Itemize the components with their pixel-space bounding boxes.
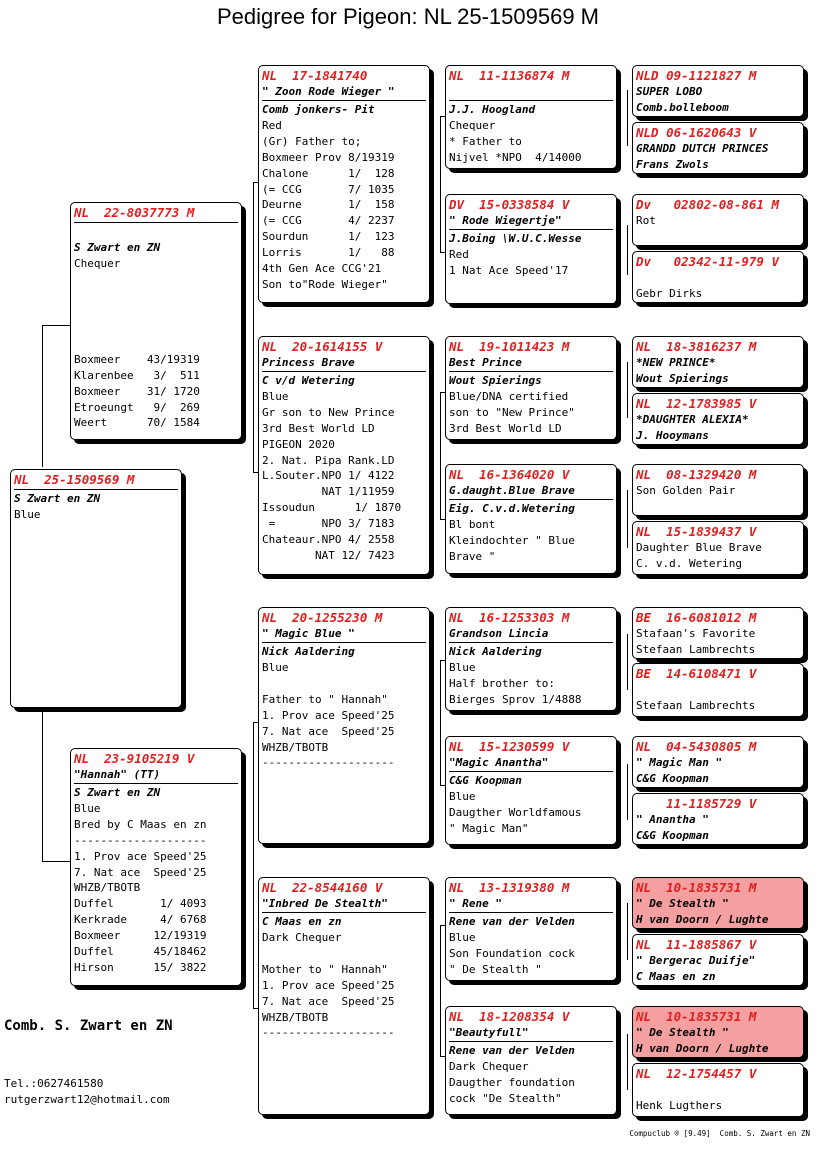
ggg-parent-card[interactable] (632, 1006, 804, 1058)
spacer (636, 1082, 800, 1098)
connector (42, 325, 43, 467)
pigeon-info: 7. Nat ace Speed'25 (74, 865, 207, 879)
pigeon-info: GRANDD DUTCH PRINCES (636, 142, 769, 155)
ggg-parent-card[interactable] (632, 464, 804, 516)
pigeon-info: Chateaur.NPO 4/ 2558 (262, 533, 395, 547)
pigeon-info: Blue (262, 660, 289, 674)
pigeon-info: Rot (636, 214, 656, 227)
connector (627, 1034, 628, 1090)
pigeon-info: Bl bont (449, 517, 496, 531)
pigeon-info: Blue (262, 389, 289, 403)
pigeon-info: Brave " (449, 549, 496, 563)
spacer (74, 288, 238, 304)
ggg-parent-card[interactable] (632, 521, 804, 575)
ggg-parent-card[interactable] (632, 336, 804, 388)
great-grandparent-card[interactable] (445, 1006, 617, 1115)
pigeon-info: Duffel 45/18462 (74, 945, 207, 959)
great-grandparent-card[interactable] (445, 194, 617, 304)
connector (440, 925, 441, 1056)
pigeon-info: Blue/DNA certified (449, 389, 569, 403)
pigeon-info: Deurne 1/ 158 (262, 198, 395, 212)
pigeon-info: Stefaan Lambrechts (636, 642, 756, 656)
connector (440, 660, 441, 785)
pigeon-info: Bierges Sprov 1/4888 (449, 692, 582, 706)
ggg-parent-card[interactable] (632, 736, 804, 788)
ring-number: NL 16-1364020 V (449, 467, 570, 482)
pigeon-info: Chalone 1/ 128 (262, 166, 395, 180)
pigeon-info: PIGEON 2020 (262, 437, 335, 451)
ring-number: NL 11-1136874 M (449, 68, 570, 83)
pigeon-info: WHZB/TBOTB (74, 881, 141, 895)
spacer (636, 270, 800, 286)
pigeon-info: WHZB/TBOTB (262, 740, 329, 754)
pigeon-info: Wout Spierings (636, 371, 729, 385)
pigeon-info: -------------------- (74, 833, 207, 847)
breeder-name: S Zwart en ZN (14, 492, 101, 505)
spacer (636, 682, 800, 698)
ring-number: NL 25-1509569 M (14, 472, 178, 490)
breeder-name: S Zwart en ZN (74, 786, 161, 799)
pigeon-info: NAT 1/11959 (262, 485, 395, 499)
pigeon-info: Stafaan's Favorite (636, 627, 756, 640)
sire-card[interactable] (70, 202, 242, 440)
pigeon-info: H van Doorn / Lughte (636, 1041, 769, 1055)
connector (42, 711, 43, 861)
pigeon-info: Kerkrade 4/ 6768 (74, 913, 207, 927)
pigeon-info: Daugther foundation (449, 1075, 575, 1089)
pigeon-name: " Magic Blue " (262, 626, 426, 643)
pigeon-info: Blue (14, 507, 41, 521)
owner-name: Comb. S. Zwart en ZN (4, 1018, 173, 1034)
pigeon-info: Blue (74, 801, 101, 815)
ring-number: DV 15-0338584 V (449, 197, 570, 212)
pigeon-info: Klarenbee 3/ 511 (74, 368, 200, 382)
pigeon-info: SUPER LOBO (636, 85, 703, 98)
owner-email: rutgerzwart12@hotmail.com (4, 1093, 170, 1106)
spacer (74, 320, 238, 336)
pigeon-info: cock "De Stealth" (449, 1091, 562, 1105)
pigeon-info: -------------------- (262, 756, 395, 770)
pigeon-info: Frans Zwols (636, 157, 709, 171)
ring-number: NL 10-1835731 M (636, 1009, 757, 1024)
great-grandparent-card[interactable] (445, 736, 617, 845)
ring-number: NL 20-1255230 M (262, 610, 383, 625)
pigeon-info: Hirson 15/ 3822 (74, 960, 207, 974)
breeder-name: J.Boing \W.U.C.Wesse (449, 232, 582, 245)
ring-number: 11-1185729 V (636, 796, 757, 811)
ggg-parent-card[interactable] (632, 251, 804, 303)
pigeon-info: Son Foundation cock (449, 946, 575, 960)
pigeon-info: -------------------- (262, 1026, 395, 1040)
pigeon-name: " Rode Wiegertje" (449, 213, 613, 230)
pigeon-info: NAT 12/ 7423 (262, 548, 395, 562)
pigeon-info: Nijvel *NPO 4/14000 (449, 150, 582, 164)
pigeon-info: (= CCG 7/ 1035 (262, 182, 395, 196)
pigeon-info: Dark Chequer (262, 930, 342, 944)
pigeon-info: *DAUGHTER ALEXIA* (636, 413, 749, 426)
spacer (74, 304, 238, 320)
connector (253, 722, 254, 1008)
pigeon-info: 1. Prov ace Speed'25 (262, 978, 395, 992)
ring-number: BE 16-6081012 M (636, 610, 757, 625)
ring-number: NL 08-1329420 M (636, 467, 757, 482)
pigeon-info: Duffel 1/ 4093 (74, 897, 207, 911)
pigeon-info: " De Stealth " (449, 962, 542, 976)
pigeon-info: Sourdun 1/ 123 (262, 230, 395, 244)
ggg-parent-card[interactable] (632, 194, 804, 246)
ring-number: NL 12-1754457 V (636, 1066, 757, 1081)
pigeon-info: 4th Gen Ace CCG'21 (262, 262, 382, 276)
pigeon-info: Boxmeer 12/19319 (74, 929, 207, 943)
pigeon-info: Daughter Blue Brave (636, 541, 762, 554)
pigeon-info: Boxmeer 31/ 1720 (74, 384, 200, 398)
ring-number: NL 19-1011423 M (449, 339, 570, 354)
grandsire-maternal-card[interactable] (258, 607, 430, 844)
page-title: Pedigree for Pigeon: NL 25-1509569 M (217, 4, 599, 29)
ggg-parent-card[interactable] (632, 607, 804, 659)
pigeon-info: son to "New Prince" (449, 405, 575, 419)
spacer (74, 336, 238, 352)
spacer (262, 676, 426, 692)
pigeon-info: Half brother to: (449, 676, 555, 690)
pigeon-info: Blue (449, 789, 476, 803)
pigeon-info: Son to"Rode Wieger" (262, 277, 388, 291)
connector (42, 861, 70, 862)
pigeon-info: Dark Chequer (449, 1059, 529, 1073)
ring-number: NL 22-8544160 V (262, 880, 383, 895)
ring-number: NL 18-1208354 V (449, 1009, 570, 1024)
ggg-parent-card[interactable] (632, 1063, 804, 1117)
pigeon-info: 1. Prov ace Speed'25 (74, 849, 207, 863)
breeder-name: J.J. Hoogland (449, 103, 536, 116)
ring-number: NL 13-1319380 M (449, 880, 570, 895)
ring-number: NL 11-1885867 V (636, 937, 757, 952)
pigeon-info: 2. Nat. Pipa Rank.LD (262, 453, 395, 467)
connector (42, 325, 70, 326)
ring-number: BE 14-6108471 V (636, 666, 757, 681)
pigeon-info: 3rd Best World LD (449, 421, 562, 435)
breeder-name: C v/d Wetering (262, 374, 355, 387)
footer-credit: Compuclub ® [9.49] Comb. S. Zwart en ZN (629, 1129, 810, 1138)
pigeon-info: Comb.bolleboom (636, 100, 729, 114)
great-grandparent-card[interactable] (445, 65, 617, 169)
connector (253, 182, 254, 472)
pigeon-info: = NPO 3/ 7183 (262, 517, 395, 531)
ring-number: NL 15-1839437 V (636, 524, 757, 539)
pigeon-info: Boxmeer Prov 8/19319 (262, 150, 395, 164)
pigeon-info: Weert 70/ 1584 (74, 416, 200, 430)
ggg-parent-card[interactable] (632, 393, 804, 445)
pigeon-info: Lorris 1/ 88 (262, 246, 395, 260)
ring-number: Dv 02802-08-861 M (636, 197, 779, 212)
pigeon-info: " De Stealth " (636, 897, 729, 910)
ggg-parent-card[interactable] (632, 877, 804, 929)
ring-number: NL 18-3816237 M (636, 339, 757, 354)
pigeon-name (449, 84, 613, 101)
pigeon-info: (= CCG 4/ 2237 (262, 214, 395, 228)
pigeon-info: Father to " Hannah" (262, 692, 388, 706)
pigeon-info: Chequer (74, 256, 121, 270)
breeder-name: C&G Koopman (449, 774, 522, 787)
pigeon-info: Daugther Worldfamous (449, 805, 582, 819)
connector (627, 490, 628, 548)
pigeon-info: Red (449, 247, 469, 261)
pigeon-info: Mother to " Hannah" (262, 962, 388, 976)
connector (440, 392, 441, 519)
pigeon-info: C&G Koopman (636, 771, 709, 785)
breeder-name: S Zwart en ZN (74, 241, 161, 254)
connector (440, 116, 441, 252)
pigeon-info: Boxmeer 43/19319 (74, 352, 200, 366)
ring-number: NL 22-8037773 M (74, 205, 238, 223)
grandsire-paternal-card[interactable] (258, 65, 430, 303)
ring-number: NL 16-1253303 M (449, 610, 570, 625)
pigeon-info: * Father to (449, 134, 522, 148)
pigeon-info: Blue (449, 660, 476, 674)
pigeon-info: Blue (449, 930, 476, 944)
breeder-name: Wout Spierings (449, 374, 542, 387)
ring-number: NL 23-9105219 V (74, 751, 195, 766)
pigeon-info: Chequer (449, 118, 496, 132)
pigeon-info: " Magic Man" (449, 821, 529, 835)
great-grandparent-card[interactable] (445, 336, 617, 440)
ggg-parent-card[interactable] (632, 663, 804, 717)
spacer (74, 272, 238, 288)
pigeon-info: (Gr) Father to; (262, 134, 362, 148)
pigeon-info: Bred by C Maas en zn (74, 817, 207, 831)
spacer (74, 224, 238, 240)
pigeon-info: C. v.d. Wetering (636, 556, 742, 570)
pigeon-name: "Inbred De Stealth" (262, 896, 426, 913)
ggg-parent-card[interactable] (632, 65, 804, 117)
connector (627, 90, 628, 146)
breeder-name: Eig. C.v.d.Wetering (449, 502, 575, 515)
owner-contact (4, 1076, 170, 1108)
connector (627, 634, 628, 690)
pigeon-info: *NEW PRINCE* (636, 356, 716, 369)
pigeon-name: "Magic Anantha" (449, 755, 613, 772)
ring-number: NL 17-1841740 (262, 68, 368, 83)
pigeon-info: H van Doorn / Lughte (636, 912, 769, 926)
pigeon-info: Etroeungt 9/ 269 (74, 400, 200, 414)
great-grandparent-card[interactable] (445, 464, 617, 574)
owner-phone: Tel.:0627461580 (4, 1077, 104, 1090)
dam-card[interactable] (70, 748, 242, 986)
pigeon-info: Issoudun 1/ 1870 (262, 501, 402, 515)
pigeon-info: " Magic Man " (636, 756, 723, 769)
granddam-paternal-card[interactable] (258, 336, 430, 575)
pigeon-info: " Bergerac Duifje" (636, 954, 756, 967)
pigeon-name: "Beautyfull" (449, 1025, 613, 1042)
great-grandparent-card[interactable] (445, 877, 617, 981)
pigeon-info: Kleindochter " Blue (449, 533, 575, 547)
ggg-parent-card[interactable] (632, 934, 804, 986)
pigeon-name: Grandson Lincia (449, 626, 613, 643)
ring-number: NLD 06-1620643 V (636, 125, 757, 140)
breeder-name: Comb jonkers- Pit (262, 103, 375, 116)
breeder-name: Nick Aaldering (262, 645, 355, 658)
pigeon-info: " De Stealth " (636, 1026, 729, 1039)
ring-number: NLD 09-1121827 M (636, 68, 757, 83)
breeder-name: Rene van der Velden (449, 1044, 575, 1057)
pigeon-info: Son Golden Pair (636, 484, 736, 497)
pigeon-name: G.daught.Blue Brave (449, 483, 613, 500)
pigeon-info: Red (262, 118, 282, 132)
ggg-parent-card[interactable] (632, 122, 804, 174)
subject-pigeon-card[interactable] (10, 469, 182, 708)
breeder-name: Nick Aaldering (449, 645, 542, 658)
pigeon-info: J. Hooymans (636, 428, 709, 442)
pigeon-info: 7. Nat ace Speed'25 (262, 994, 395, 1008)
breeder-name: C Maas en zn (262, 915, 342, 928)
pigeon-info: 1 Nat Ace Speed'17 (449, 263, 569, 277)
pigeon-name: " Zoon Rode Wieger " (262, 84, 426, 101)
ggg-parent-card[interactable] (632, 793, 804, 845)
pigeon-info: " Anantha " (636, 813, 709, 826)
pigeon-info: 7. Nat ace Speed'25 (262, 724, 395, 738)
pigeon-info: C&G Koopman (636, 828, 709, 842)
ring-number: NL 12-1783985 V (636, 396, 757, 411)
granddam-maternal-card[interactable] (258, 877, 430, 1115)
pigeon-name: "Hannah" (TT) (74, 767, 238, 784)
ring-number: NL 20-1614155 V (262, 339, 383, 354)
pigeon-name: Best Prince (449, 355, 613, 372)
pigeon-name: " Rene " (449, 896, 613, 913)
ring-number: NL 10-1835731 M (636, 880, 757, 895)
spacer (262, 946, 426, 962)
connector (627, 362, 628, 418)
connector (627, 764, 628, 820)
connector (627, 225, 628, 275)
pigeon-info: Gr son to New Prince (262, 405, 395, 419)
pigeon-name: Princess Brave (262, 355, 426, 372)
ring-number: NL 04-5430805 M (636, 739, 757, 754)
pigeon-info: Gebr Dirks (636, 287, 703, 300)
connector (627, 903, 628, 960)
pigeon-info: 3rd Best World LD (262, 421, 375, 435)
pigeon-info: L.Souter.NPO 1/ 4122 (262, 469, 395, 483)
pigeon-info: Stefaan Lambrechts (636, 699, 756, 712)
breeder-name: Rene van der Velden (449, 915, 575, 928)
pigeon-info: 1. Prov ace Speed'25 (262, 708, 395, 722)
pigeon-info: WHZB/TBOTB (262, 1010, 329, 1024)
pigeon-info: Henk Lugthers (636, 1099, 723, 1112)
ring-number: NL 15-1230599 V (449, 739, 570, 754)
great-grandparent-card[interactable] (445, 607, 617, 711)
pigeon-info: C Maas en zn (636, 969, 716, 983)
ring-number: Dv 02342-11-979 V (636, 254, 779, 269)
